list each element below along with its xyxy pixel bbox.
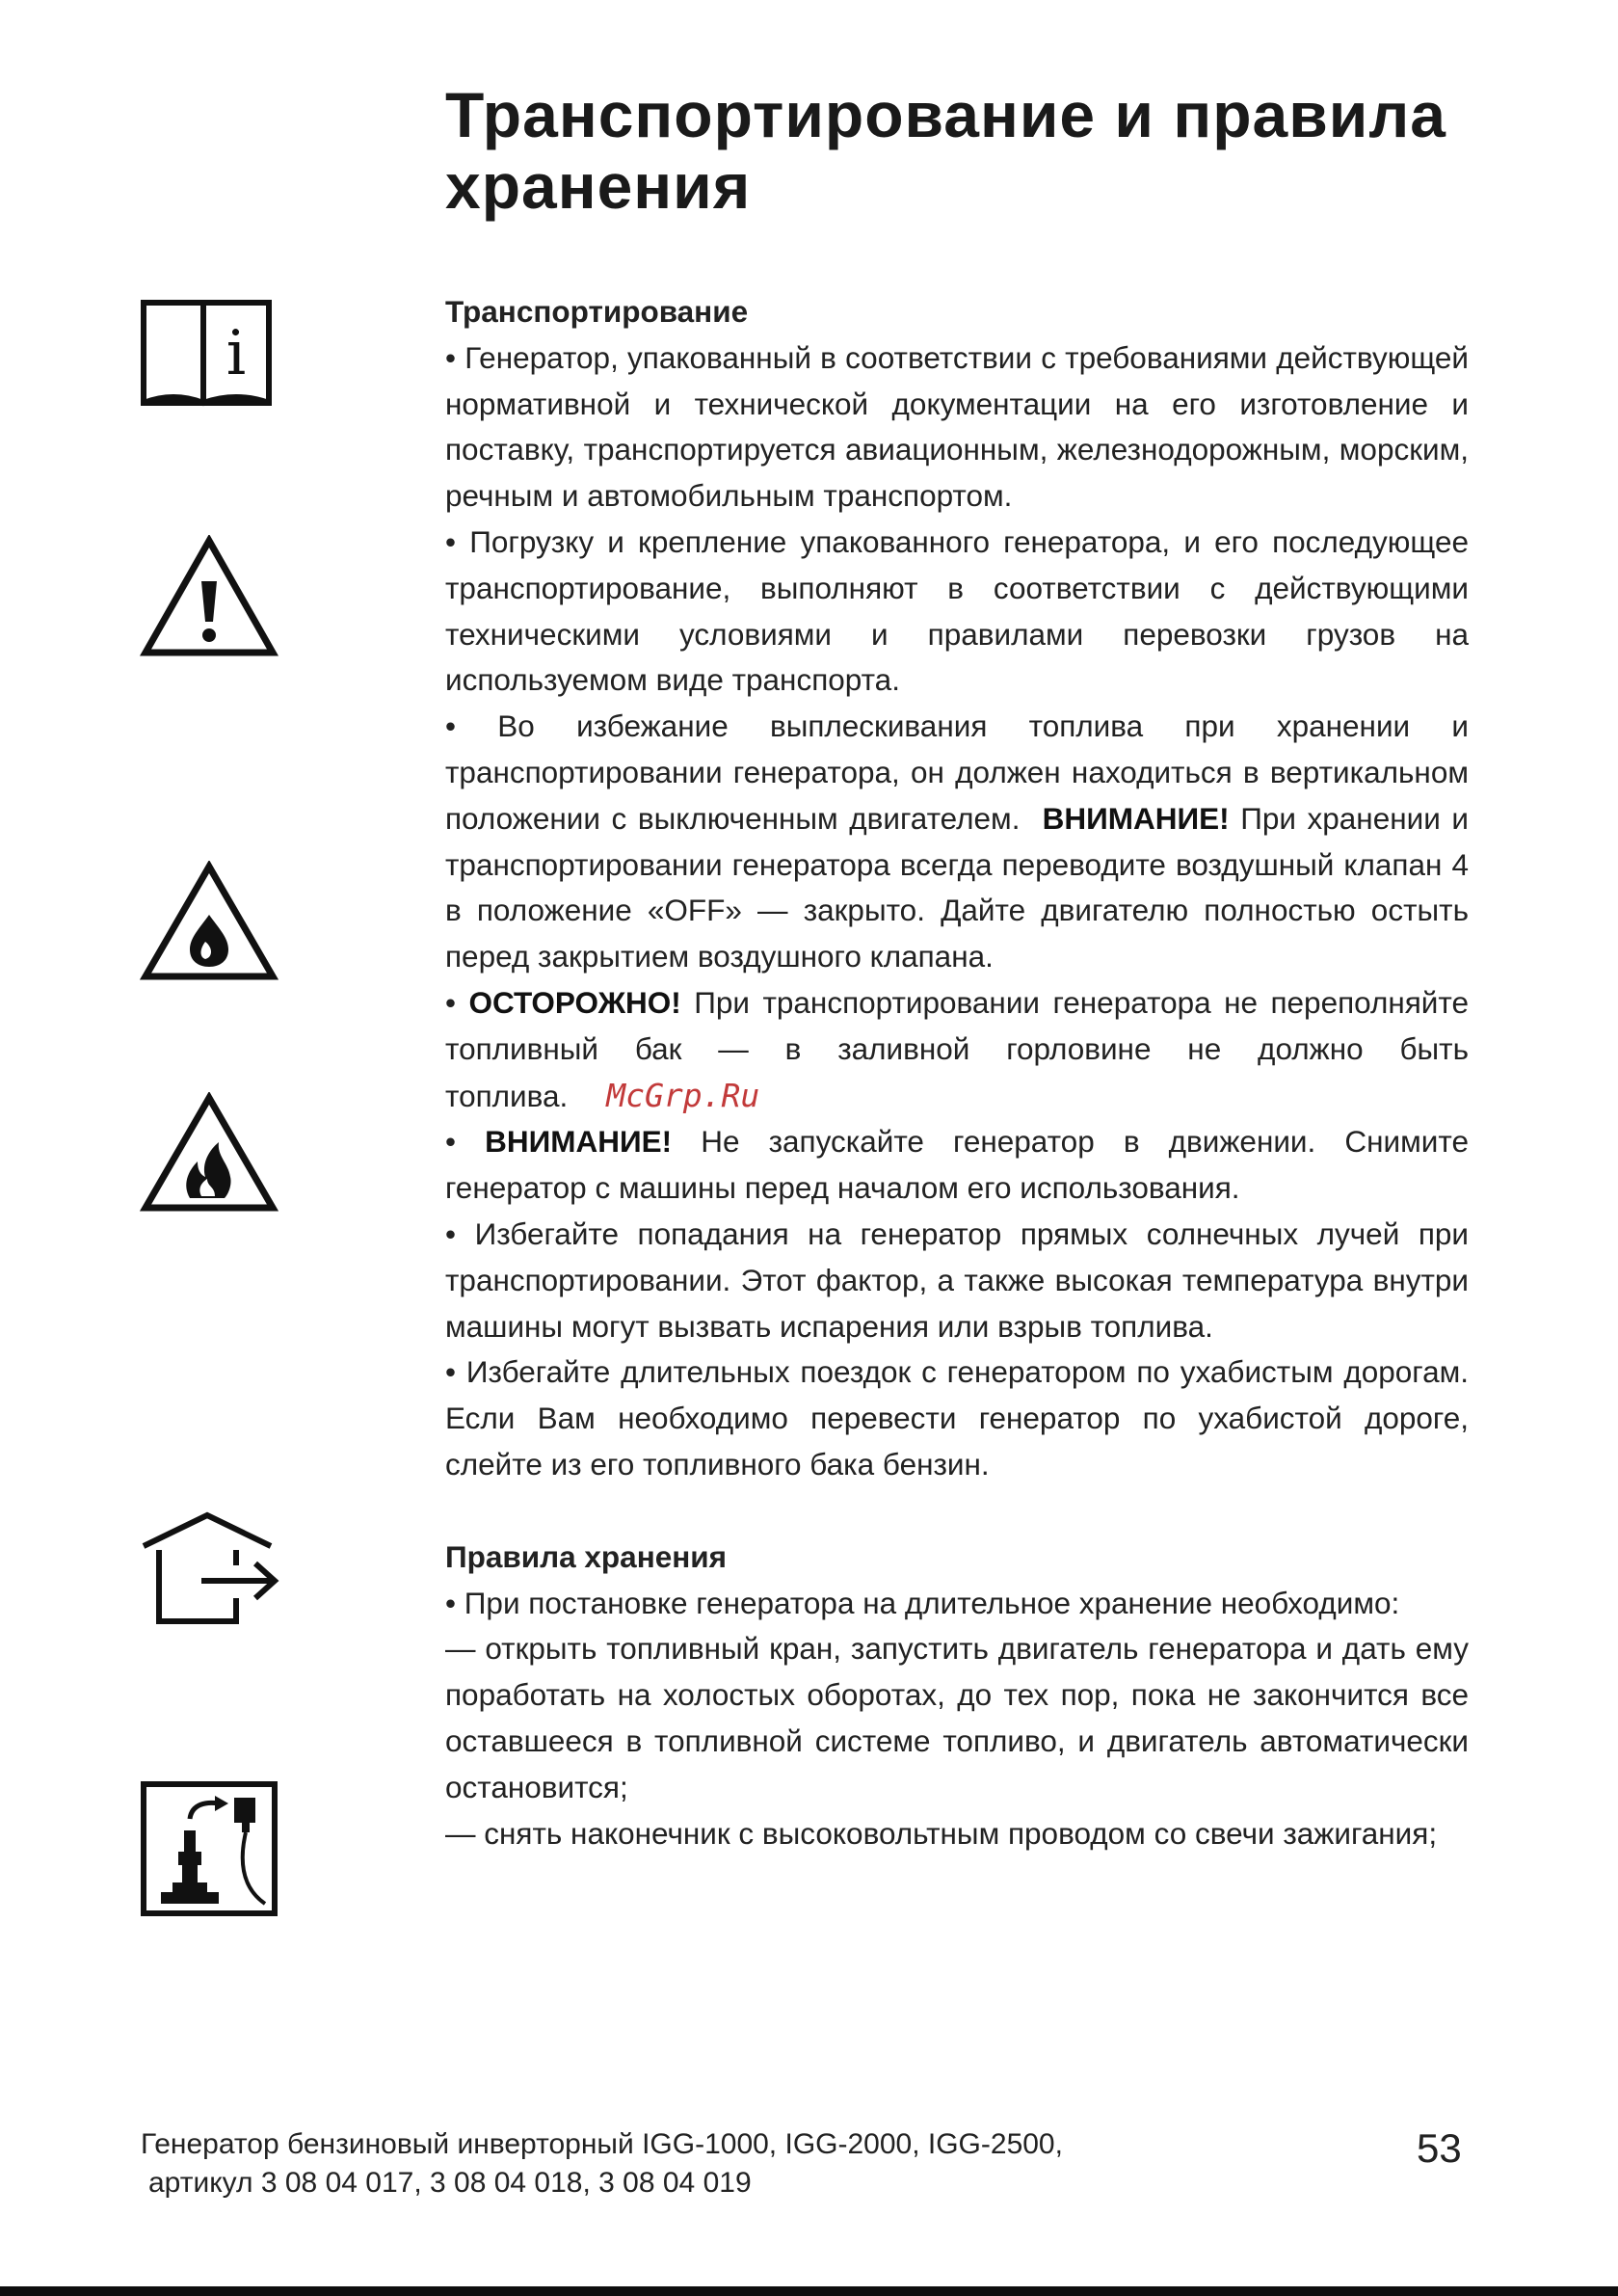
page-number: 53 <box>1417 2125 1462 2171</box>
bullet: • <box>445 1124 457 1160</box>
transport-p4-text: При транспортировании генератора не переполняйте топливный бак — в заливной горловине не должно быть топлива. <box>445 984 1469 1113</box>
main-content <box>445 289 1469 1856</box>
bottom-edge-bar <box>0 2286 1618 2296</box>
transport-paragraph-5 <box>445 1119 1469 1212</box>
section-spacer <box>445 1488 1469 1535</box>
page-title-line2: хранения <box>445 150 752 222</box>
transport-paragraph-2: • Погрузку и крепление упакованного генератора, и его последующее транспортирование, выполняют в соответствии с действующими техническими условиями и правилами перевозки грузов на используемом виде транспорта. <box>445 523 1469 698</box>
warning-exclamation-icon <box>140 535 279 658</box>
caution-label: ОСТОРОЖНО! <box>468 984 681 1020</box>
bullet: • <box>445 984 457 1020</box>
attention-label: ВНИМАНИЕ! <box>485 1124 673 1160</box>
transport-paragraph-7: • Избегайте длительных поездок с генератором по ухабистым дорогам. Если Вам необходимо перевести генератор по ухабистой дороге, слейте из его топливного бака бензин. <box>445 1354 1469 1482</box>
page-title <box>445 79 1486 222</box>
transport-paragraph-6: • Избегайте попадания на генератор прямых солнечных лучей при транспортировании. Этот фактор, а также высокая температура внутри машины могут вызвать испарения или взрыв топлива. <box>445 1215 1469 1344</box>
storage-paragraph-3: — снять наконечник с высоковольтным проводом со свечи зажигания; <box>445 1815 1438 1851</box>
spark-plug-icon <box>140 1780 279 1917</box>
page-title-line1: Транспортирование и правила <box>445 79 1447 150</box>
fire-hazard-icon <box>140 1092 279 1214</box>
transport-paragraph-4 <box>445 980 1469 1119</box>
section-heading-transport: Транспортирование <box>445 294 749 329</box>
book-info-icon <box>140 295 273 409</box>
footer-article-line: артикул 3 08 04 017, 3 08 04 018, 3 08 04 019 <box>148 2167 752 2199</box>
storage-paragraph-2: — открыть топливный кран, запустить двигатель генератора и дать ему поработать на холостых оборотах, до тех пор, пока не закончится все оставшееся в топливной системе топливо, и двигатель автоматически остановится; <box>445 1631 1469 1804</box>
transport-p3-text-b: При хранении и транспортировании генератора всегда переводите воздушный клапан 4 в положение «OFF» — закрыто. Дайте двигателю полностью остыть перед закрытием воздушного клапана. <box>445 800 1469 974</box>
watermark: McGrp.Ru <box>606 1076 760 1114</box>
transport-p5-text: Не запускайте генератор в движении. Снимите генератор с машины перед началом его использования. <box>445 1124 1469 1206</box>
attention-label: ВНИМАНИЕ! <box>1042 800 1230 836</box>
transport-paragraph-1: • Генератор, упакованный в соответствии с требованиями действующей нормативной и технической документации на его изготовление и поставку, транспортируется авиационным, железнодорожным, морским, речным и автомобильным транспортом. <box>445 339 1469 514</box>
footer <box>141 2125 1063 2203</box>
flammable-drop-icon <box>140 861 279 982</box>
storage-paragraph-1: • При постановке генератора на длительное хранение необходимо: <box>445 1585 1400 1620</box>
section-heading-storage: Правила хранения <box>445 1538 728 1574</box>
storage-house-icon <box>140 1511 282 1627</box>
footer-product-line: Генератор бензиновый инверторный IGG-1000, IGG-2000, IGG-2500, <box>141 2128 1063 2160</box>
svg-text:i: i <box>225 318 247 389</box>
transport-p3-text-a: • Во избежание выплескивания топлива при хранении и транспортировании генератора, он должен находиться в вертикальном положении с выключенным двигателем. <box>445 708 1469 836</box>
transport-paragraph-3 <box>445 704 1469 980</box>
